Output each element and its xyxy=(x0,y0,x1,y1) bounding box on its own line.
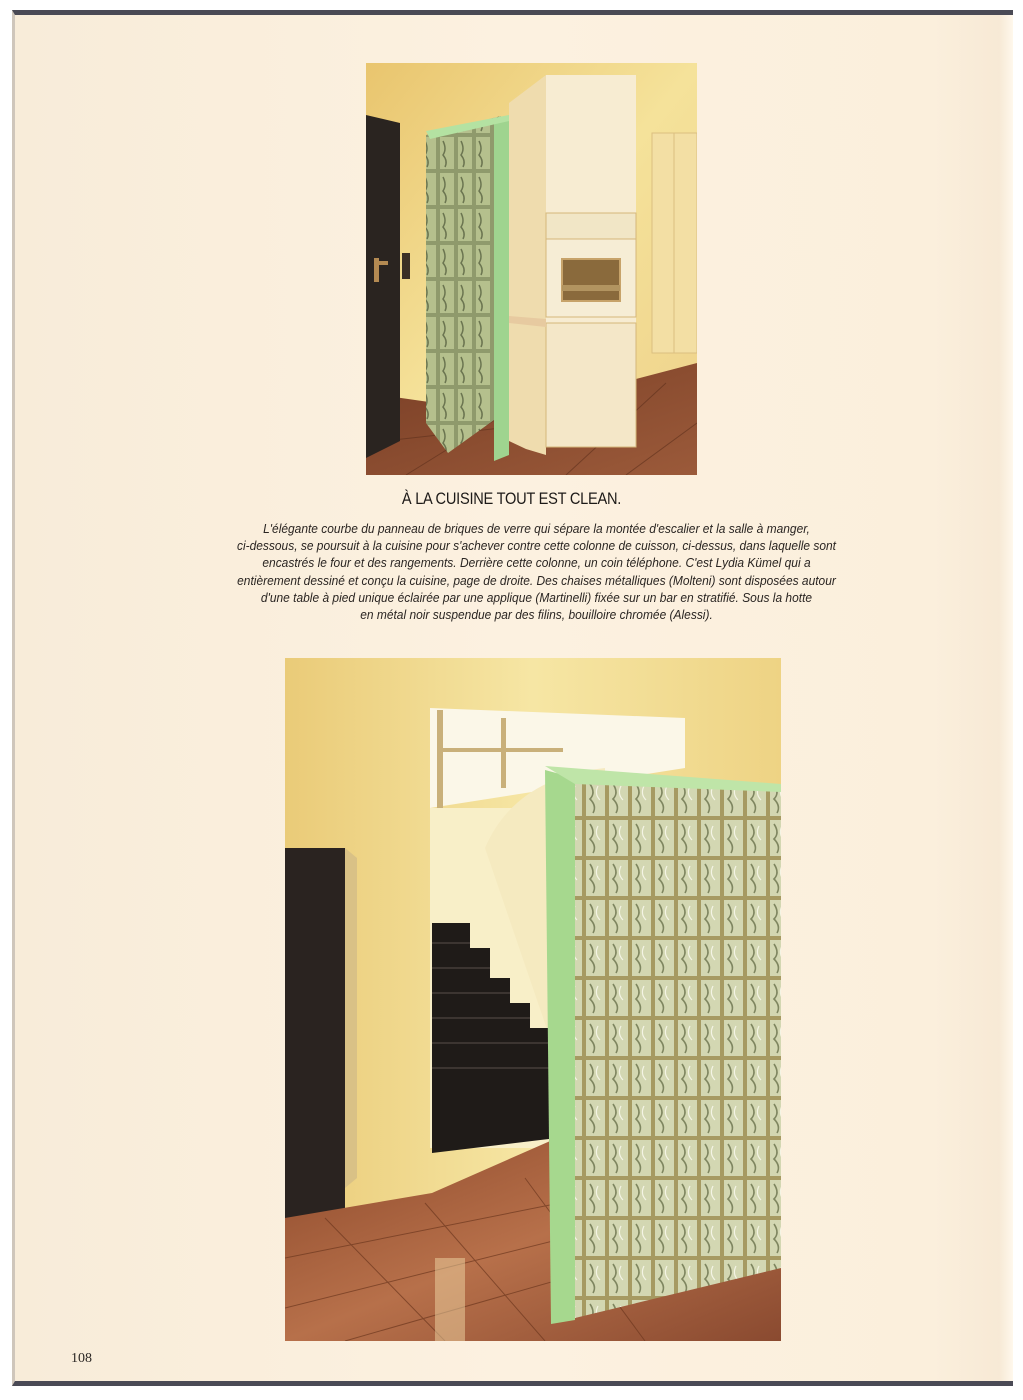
bottom-photo-glass-brick-wall xyxy=(285,658,781,1341)
caption-line: d'une table à pied unique éclairée par une applique (Martinelli) fixée sur un bar en stratifié. Sous la hotte xyxy=(260,589,813,605)
kitchen-photo-illustration xyxy=(366,63,697,475)
caption-line: ci-dessous, se poursuit à la cuisine pour s'achever contre cette colonne de cuisson, ci-dessus, dans laquelle sont xyxy=(236,538,836,554)
caption-line: encastrés le four et des rangements. Derrière cette colonne, un coin téléphone. C'est Lydia Kümel qui a xyxy=(262,555,811,571)
page-number: 108 xyxy=(71,1351,92,1366)
photo-caption xyxy=(150,520,923,623)
article-headline: À LA CUISINE TOUT EST CLEAN. xyxy=(401,489,622,508)
page-edge-glow xyxy=(999,15,1013,1381)
top-photo-kitchen-column xyxy=(366,63,697,475)
caption-line: en métal noir suspendue par des filins, bouilloire chromée (Alessi). xyxy=(360,607,713,623)
caption-line: L'élégante courbe du panneau de briques de verre qui sépare la montée d'escalier et la salle à manger, xyxy=(263,521,810,536)
staircase-photo-illustration xyxy=(285,658,781,1341)
caption-line: entièrement dessiné et conçu la cuisine, page de droite. Des chaises métalliques (Molteni) sont disposées autour xyxy=(237,572,836,588)
